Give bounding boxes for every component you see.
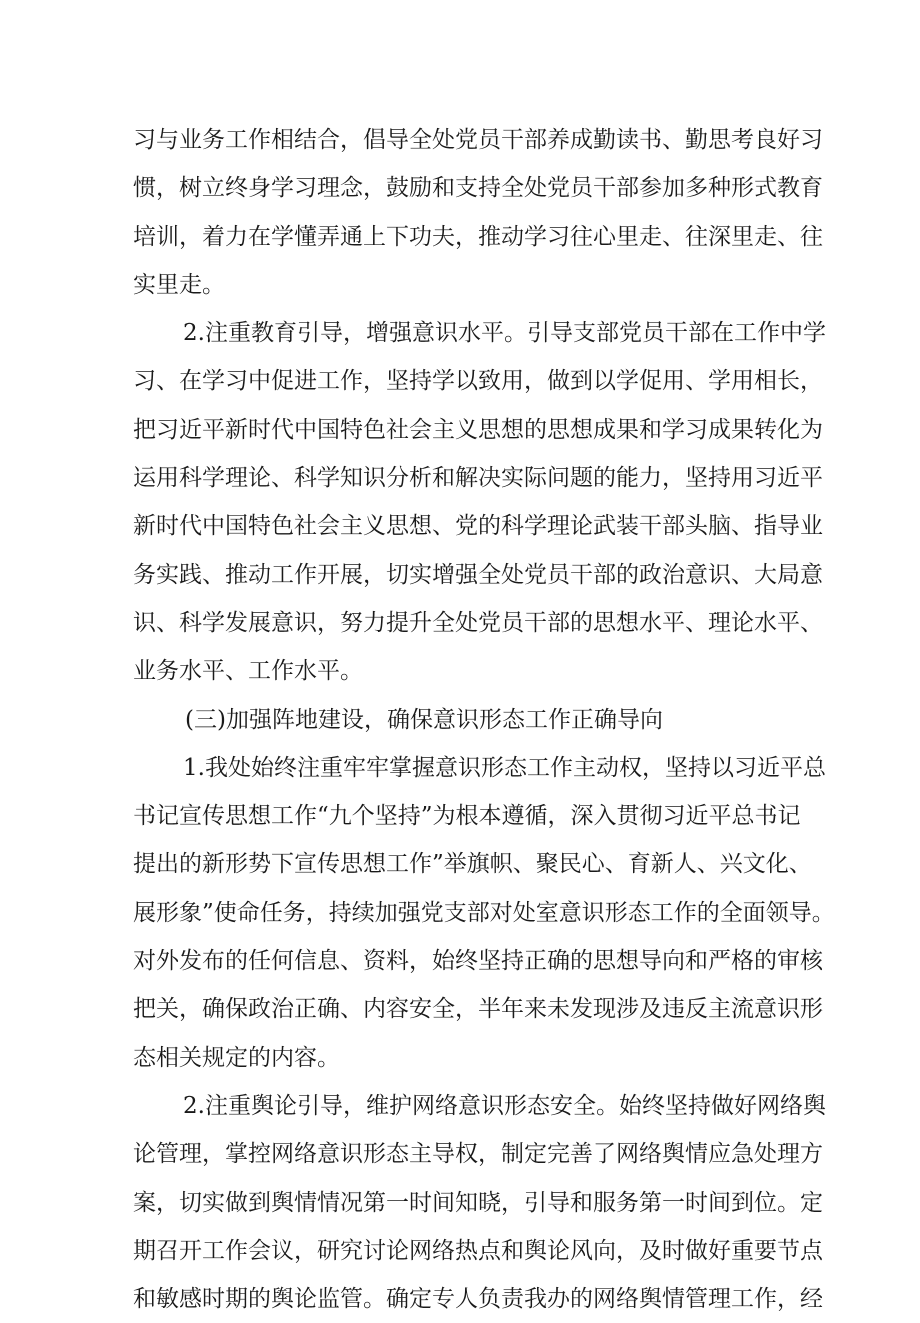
text-line: 案，切实做到舆情情况第一时间知晓，引导和服务第一时间到位。定 — [133, 1189, 823, 1216]
text-line: 业务水平、工作水平。 — [133, 658, 363, 685]
text-line: 提出的新形势下宣传思想工作”举旗帜、聚民心、育新人、兴文化、 — [133, 851, 812, 878]
text-line: 培训，着力在学懂弄通上下功夫，推动学习往心里走、往深里走、往 — [133, 223, 823, 250]
paragraph-start-line: 2.注重舆论引导，维护网络意识形态安全。始终坚持做好网络舆 — [183, 1092, 826, 1119]
text-line: 识、科学发展意识，努力提升全处党员干部的思想水平、理论水平、 — [133, 609, 823, 636]
text-line: 书记宣传思想工作“九个坚持”为根本遵循，深入贯彻习近平总书记 — [133, 803, 801, 830]
paragraph-start-line: 1.我处始终注重牢牢掌握意识形态工作主动权，坚持以习近平总 — [183, 754, 826, 781]
text-line: 和敏感时期的舆论监管。确定专人负责我办的网络舆情管理工作，经 — [133, 1286, 823, 1313]
text-line: 务实践、推动工作开展，切实增强全处党员干部的政治意识、大局意 — [133, 561, 823, 588]
text-line: 新时代中国特色社会主义思想、党的科学理论武装干部头脑、指导业 — [133, 513, 823, 540]
section-heading: (三)加强阵地建设，确保意识形态工作正确导向 — [185, 706, 663, 733]
text-line: 习、在学习中促进工作，坚持学以致用，做到以学促用、学用相长， — [133, 368, 823, 395]
text-line: 实里走。 — [133, 271, 225, 298]
text-line: 对外发布的任何信息、资料，始终坚持正确的思想导向和严格的审核 — [133, 948, 823, 975]
text-line: 态相关规定的内容。 — [133, 1044, 340, 1071]
paragraph-start-line: 2.注重教育引导，增强意识水平。引导支部党员干部在工作中学 — [183, 320, 826, 347]
text-line: 展形象”使命任务，持续加强党支部对处室意识形态工作的全面领导。 — [133, 899, 835, 926]
text-line: 惯，树立终身学习理念，鼓励和支持全处党员干部参加多种形式教育 — [133, 175, 823, 202]
document-body — [133, 116, 835, 1323]
text-line: 把关，确保政治正确、内容安全，半年来未发现涉及违反主流意识形 — [133, 996, 823, 1023]
text-line: 论管理，掌控网络意识形态主导权，制定完善了网络舆情应急处理方 — [133, 1141, 823, 1168]
text-line: 习与业务工作相结合，倡导全处党员干部养成勤读书、勤思考良好习 — [133, 127, 823, 153]
text-line: 把习近平新时代中国特色社会主义思想的思想成果和学习成果转化为 — [133, 416, 823, 443]
text-line: 运用科学理论、科学知识分析和解决实际问题的能力，坚持用习近平 — [133, 465, 823, 492]
text-line: 期召开工作会议，研究讨论网络热点和舆论风向，及时做好重要节点 — [133, 1237, 823, 1264]
